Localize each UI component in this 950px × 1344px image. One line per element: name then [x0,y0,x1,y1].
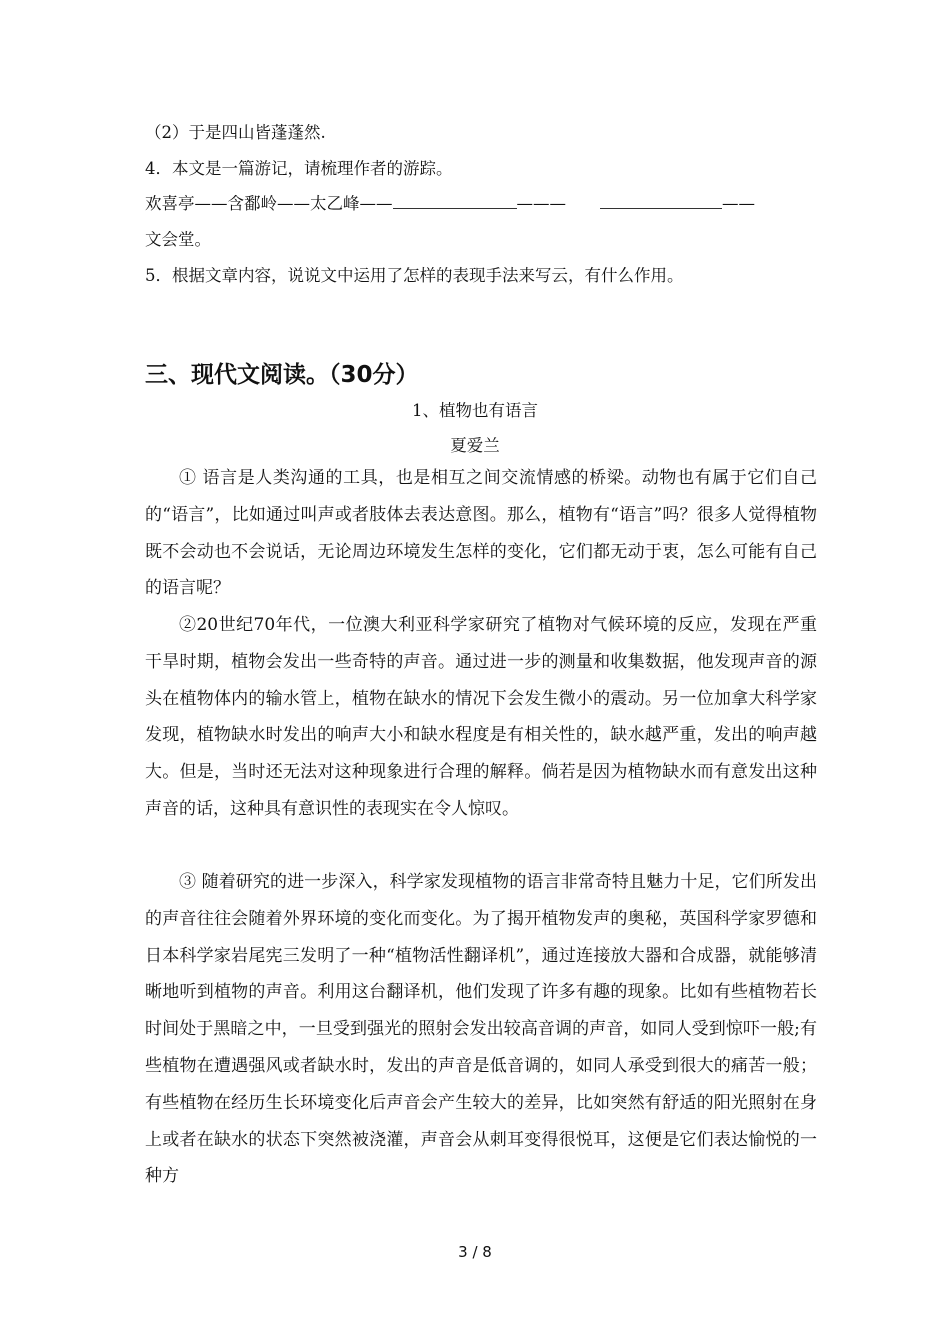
page-number: 3 / 8 [458,1243,492,1261]
route-mid: ——— [516,194,566,213]
article-author: 夏爱兰 [450,436,500,455]
paragraph-1: ① 语言是人类沟通的工具，也是相互之间交流情感的桥梁。动物也有属于它们自己的“语言”，比如通过叫声或者肢体去表达意图。那么，植物有“语言”吗？很多人觉得植物既不会动也不会说话，无论周边环境发生怎样的变化，它们都无动于衷，怎么可能有自己的语言呢？ [145,468,817,599]
paragraph-2: ②20世纪70年代，一位澳大利亚科学家研究了植物对气候环境的反应，发现在严重干旱时期，植物会发出一些奇特的声音。通过进一步的测量和收集数据，他发现声音的源头在植物体内的输水管上，植物在缺水的情况下会发生微小的震动。另一位加拿大科学家发现，植物缺水时发出的响声大小和缺水程度是有相关性的，缺水越严重，发出的响声越大。但是，当时还无法对这种现象进行合理的解释。倘若是因为植物缺水而有意发出这种声音的话，这种具有意识性的表现实在令人惊叹。 [145,615,817,819]
question-4: 4．本文是一篇游记，请梳理作者的游踪。 [145,159,453,178]
section-heading: 三、现代文阅读。（30分） [145,362,419,388]
route-start: 欢喜亭——含鄱岭——太乙峰—— [145,194,393,213]
route-blank-1[interactable] [393,192,517,209]
route-last: 文会堂。 [145,230,211,249]
article-title: 1、植物也有语言 [412,401,538,420]
question-item-2: （2）于是四山皆蓬蓬然. [145,123,326,142]
route-line [145,192,755,216]
route-end: —— [722,194,755,213]
route-blank-2[interactable] [600,192,722,209]
question-5: 5．根据文章内容，说说文中运用了怎样的表现手法来写云，有什么作用。 [145,266,684,285]
paragraph-3: ③ 随着研究的进一步深入，科学家发现植物的语言非常奇特且魅力十足，它们所发出的声音往往会随着外界环境的变化而变化。为了揭开植物发声的奥秘，英国科学家罗德和日本科学家岩尾宪三发明了一种“植物活性翻译机”，通过连接放大器和合成器，就能够清晰地听到植物的声音。利用这台翻译机，他们发现了许多有趣的现象。比如有些植物若长时间处于黑暗之中，一旦受到强光的照射会发出较高音调的声音，如同人受到惊吓一般;有些植物在遭遇强风或者缺水时，发出的声音是低音调的，如同人承受到很大的痛苦一般；有些植物在经历生长环境变化后声音会产生较大的差异，比如突然有舒适的阳光照射在身上或者在缺水的状态下突然被浇灌，声音会从刺耳变得很悦耳，这便是它们表达愉悦的一种方 [145,872,817,1187]
